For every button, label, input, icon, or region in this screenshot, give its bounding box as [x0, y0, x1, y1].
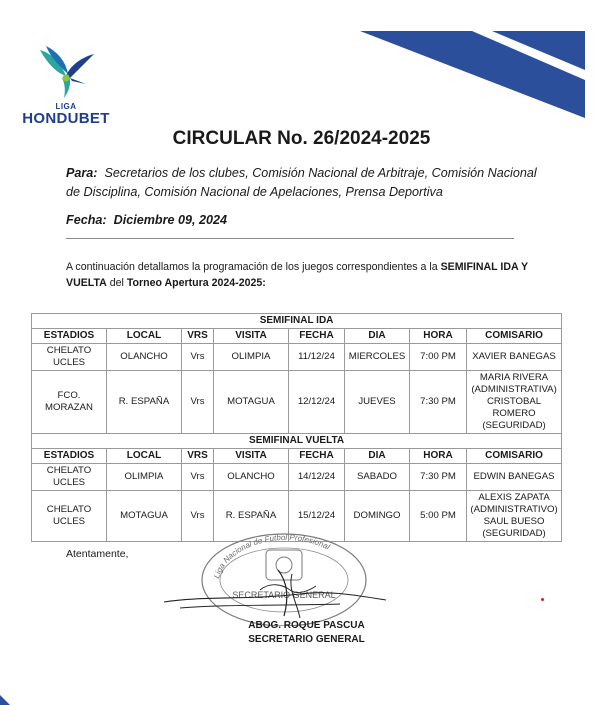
- table-row: [32, 371, 562, 434]
- column-header: HORA: [410, 449, 467, 464]
- comisario-line: SAUL BUESO: [483, 516, 545, 527]
- column-header: COMISARIO: [467, 329, 562, 344]
- comisario-line: (SEGURIDAD): [482, 420, 546, 431]
- cell-vrs: Vrs: [182, 344, 214, 371]
- section-title: SEMIFINAL VUELTA: [32, 434, 562, 449]
- cell-comisario: [467, 371, 562, 434]
- comisario-line: EDWIN BANEGAS: [473, 471, 555, 482]
- closing-text: Atentamente,: [66, 548, 129, 560]
- column-header: ESTADIOS: [32, 329, 107, 344]
- intro-bold-1: SEMIFINAL IDA Y VUELTA: [66, 261, 528, 289]
- recipients-text: Secretarios de los clubes, Comisión Nacional de Arbitraje, Comisión Nacional de Disciplina, Comisión Nacional de Apelaciones, Prensa Deportiva: [66, 166, 537, 199]
- comisario-line: CRISTOBAL ROMERO: [486, 396, 542, 419]
- cell-local: R. ESPAÑA: [107, 371, 182, 434]
- cell-vrs: Vrs: [182, 491, 214, 542]
- signature: [160, 560, 390, 620]
- comisario-line: (ADMINISTRATIVA): [471, 384, 557, 395]
- date-line: [66, 213, 227, 227]
- column-header: VISITA: [214, 329, 289, 344]
- column-header: DIA: [345, 449, 410, 464]
- cell-hora: 5:00 PM: [410, 491, 467, 542]
- table-row: [32, 344, 562, 371]
- column-header: HORA: [410, 329, 467, 344]
- cell-visita: OLIMPIA: [214, 344, 289, 371]
- cell-local: OLANCHO: [107, 344, 182, 371]
- column-header: DIA: [345, 329, 410, 344]
- comisario-line: ALEXIS ZAPATA: [478, 492, 550, 503]
- cell-vrs: Vrs: [182, 464, 214, 491]
- cell-dia: JUEVES: [345, 371, 410, 434]
- section-row: [32, 434, 562, 449]
- column-header: VRS: [182, 329, 214, 344]
- intro-bold-2: Torneo Apertura 2024-2025:: [126, 277, 266, 289]
- cell-fecha: 14/12/24: [289, 464, 345, 491]
- stamp-ring-text: Liga Nacional de Futbol Profesional: [212, 532, 332, 580]
- recipients-label: Para:: [66, 166, 98, 180]
- divider: [66, 238, 514, 239]
- intro-text-1: A continuación detallamos la programación de los juegos correspondientes a la: [66, 261, 438, 273]
- intro-text-2: del: [109, 277, 124, 289]
- cell-dia: SABADO: [345, 464, 410, 491]
- column-header: FECHA: [289, 449, 345, 464]
- corner-mark: [0, 691, 14, 705]
- comisario-line: (SEGURIDAD): [482, 528, 546, 539]
- cell-visita: MOTAGUA: [214, 371, 289, 434]
- cell-hora: 7:30 PM: [410, 464, 467, 491]
- cell-visita: R. ESPAÑA: [214, 491, 289, 542]
- cell-vrs: Vrs: [182, 371, 214, 434]
- signer-name: ABOG. ROQUE PASCUA: [248, 620, 365, 631]
- cell-local: OLIMPIA: [107, 464, 182, 491]
- column-header: LOCAL: [107, 329, 182, 344]
- cell-hora: 7:00 PM: [410, 344, 467, 371]
- cell-fecha: 15/12/24: [289, 491, 345, 542]
- date-label: Fecha:: [66, 213, 107, 227]
- date-value: Diciembre 09, 2024: [113, 213, 228, 227]
- cell-estadio: CHELATO UCLES: [32, 464, 107, 491]
- red-mark: [541, 598, 544, 601]
- cell-visita: OLANCHO: [214, 464, 289, 491]
- header-row: [32, 449, 562, 464]
- signer-role: SECRETARIO GENERAL: [248, 634, 365, 645]
- league-logo: [18, 44, 114, 130]
- logo-name-text: HONDUBET: [22, 110, 110, 127]
- cell-comisario: [467, 344, 562, 371]
- comisario-line: (ADMINISTRATIVO): [470, 504, 558, 515]
- cell-estadio: CHELATO UCLES: [32, 344, 107, 371]
- column-header: VISITA: [214, 449, 289, 464]
- cell-comisario: [467, 464, 562, 491]
- recipients-paragraph: [66, 164, 546, 202]
- cell-dia: DOMINGO: [345, 491, 410, 542]
- column-header: LOCAL: [107, 449, 182, 464]
- column-header: COMISARIO: [467, 449, 562, 464]
- logo-liga-text: LIGA: [55, 102, 77, 111]
- intro-paragraph: [66, 259, 536, 291]
- stamp-center-text: SECRETARIO GENERAL: [232, 590, 336, 600]
- column-header: ESTADIOS: [32, 449, 107, 464]
- cell-fecha: 11/12/24: [289, 344, 345, 371]
- signer-block: [0, 619, 603, 647]
- hummingbird-icon: [36, 44, 96, 102]
- section-row: [32, 314, 562, 329]
- table-row: [32, 464, 562, 491]
- header-row: [32, 329, 562, 344]
- cell-dia: MIERCOLES: [345, 344, 410, 371]
- section-title: SEMIFINAL IDA: [32, 314, 562, 329]
- cell-fecha: 12/12/24: [289, 371, 345, 434]
- column-header: FECHA: [289, 329, 345, 344]
- cell-comisario: [467, 491, 562, 542]
- cell-estadio: FCO. MORAZAN: [32, 371, 107, 434]
- cell-estadio: CHELATO UCLES: [32, 491, 107, 542]
- schedule-table: [31, 313, 562, 542]
- circular-title: CIRCULAR No. 26/2024-2025: [172, 128, 431, 149]
- cell-hora: 7:30 PM: [410, 371, 467, 434]
- comisario-line: XAVIER BANEGAS: [472, 351, 556, 362]
- cell-local: MOTAGUA: [107, 491, 182, 542]
- comisario-line: MARIA RIVERA: [479, 372, 549, 383]
- column-header: VRS: [182, 449, 214, 464]
